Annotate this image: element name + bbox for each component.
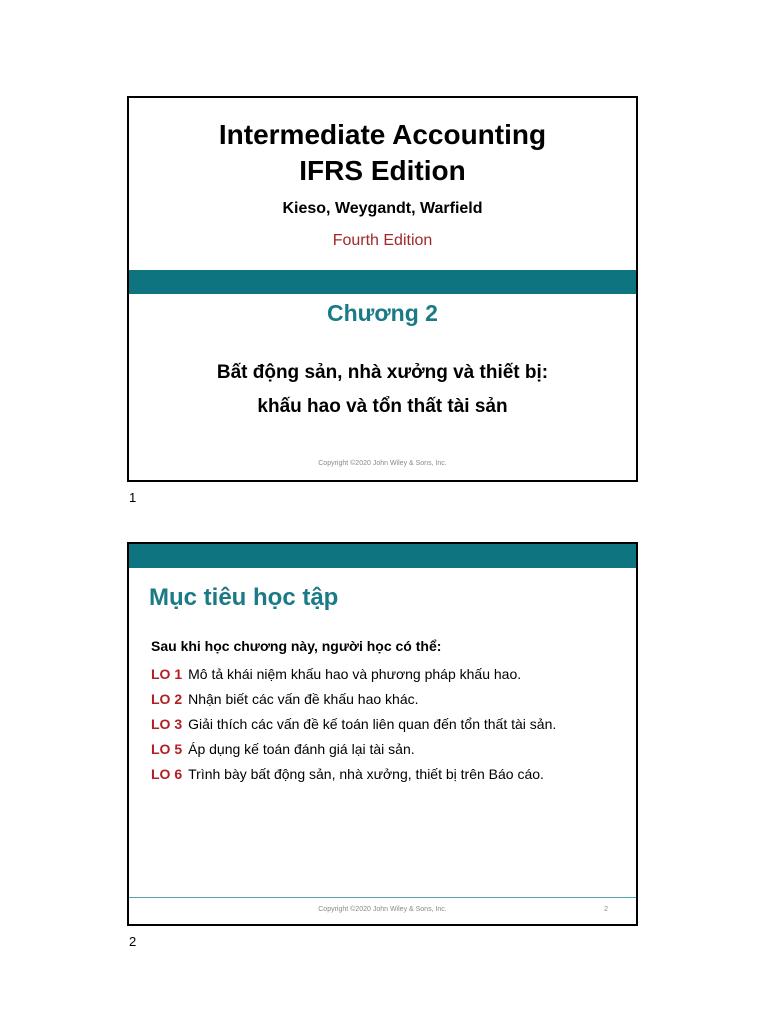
chapter-subtitle-line1: Bất động sản, nhà xưởng và thiết bị: bbox=[216, 362, 549, 383]
objective-text: Áp dụng kế toán đánh giá lại tài sản. bbox=[188, 741, 415, 757]
page-label-1: 1 bbox=[129, 490, 137, 505]
objectives-list bbox=[151, 662, 556, 787]
chapter-subtitle-line2: khấu hao và tổn thất tài sản bbox=[257, 396, 508, 417]
book-title-line2: IFRS Edition bbox=[299, 155, 466, 186]
copyright: Copyright ©2020 John Wiley & Sons, Inc. bbox=[318, 460, 447, 467]
slide-title: Mục tiêu học tập bbox=[149, 584, 339, 611]
list-item bbox=[151, 662, 556, 687]
objective-code: LO 3 bbox=[151, 716, 183, 732]
edition: Fourth Edition bbox=[332, 232, 433, 249]
copyright: Copyright ©2020 John Wiley & Sons, Inc. bbox=[318, 906, 447, 913]
objectives-intro: Sau khi học chương này, người học có thể: bbox=[151, 638, 442, 654]
objective-code: LO 5 bbox=[151, 741, 183, 757]
objective-text: Giải thích các vấn đề kế toán liên quan đến tổn thất tài sản. bbox=[188, 716, 557, 732]
page-label-2: 2 bbox=[129, 934, 137, 949]
objective-code: LO 1 bbox=[151, 666, 183, 682]
objective-text: Nhận biết các vấn đề khấu hao khác. bbox=[188, 691, 419, 707]
objective-code: LO 6 bbox=[151, 766, 183, 782]
accent-band bbox=[129, 270, 636, 294]
slide-2 bbox=[127, 542, 638, 926]
authors: Kieso, Weygandt, Warfield bbox=[282, 200, 483, 217]
chapter-title: Chương 2 bbox=[327, 300, 438, 326]
book-title-line1: Intermediate Accounting bbox=[218, 119, 547, 150]
accent-band bbox=[129, 544, 636, 568]
objective-code: LO 2 bbox=[151, 691, 183, 707]
list-item bbox=[151, 712, 556, 737]
slide-1 bbox=[127, 96, 638, 482]
slide-number: 2 bbox=[604, 906, 608, 913]
list-item bbox=[151, 737, 556, 762]
objective-text: Mô tả khái niệm khấu hao và phương pháp khấu hao. bbox=[188, 666, 522, 682]
footer-divider bbox=[129, 897, 636, 898]
list-item bbox=[151, 762, 556, 787]
objective-text: Trình bày bất động sản, nhà xưởng, thiết bị trên Báo cáo. bbox=[188, 766, 544, 782]
list-item bbox=[151, 687, 556, 712]
